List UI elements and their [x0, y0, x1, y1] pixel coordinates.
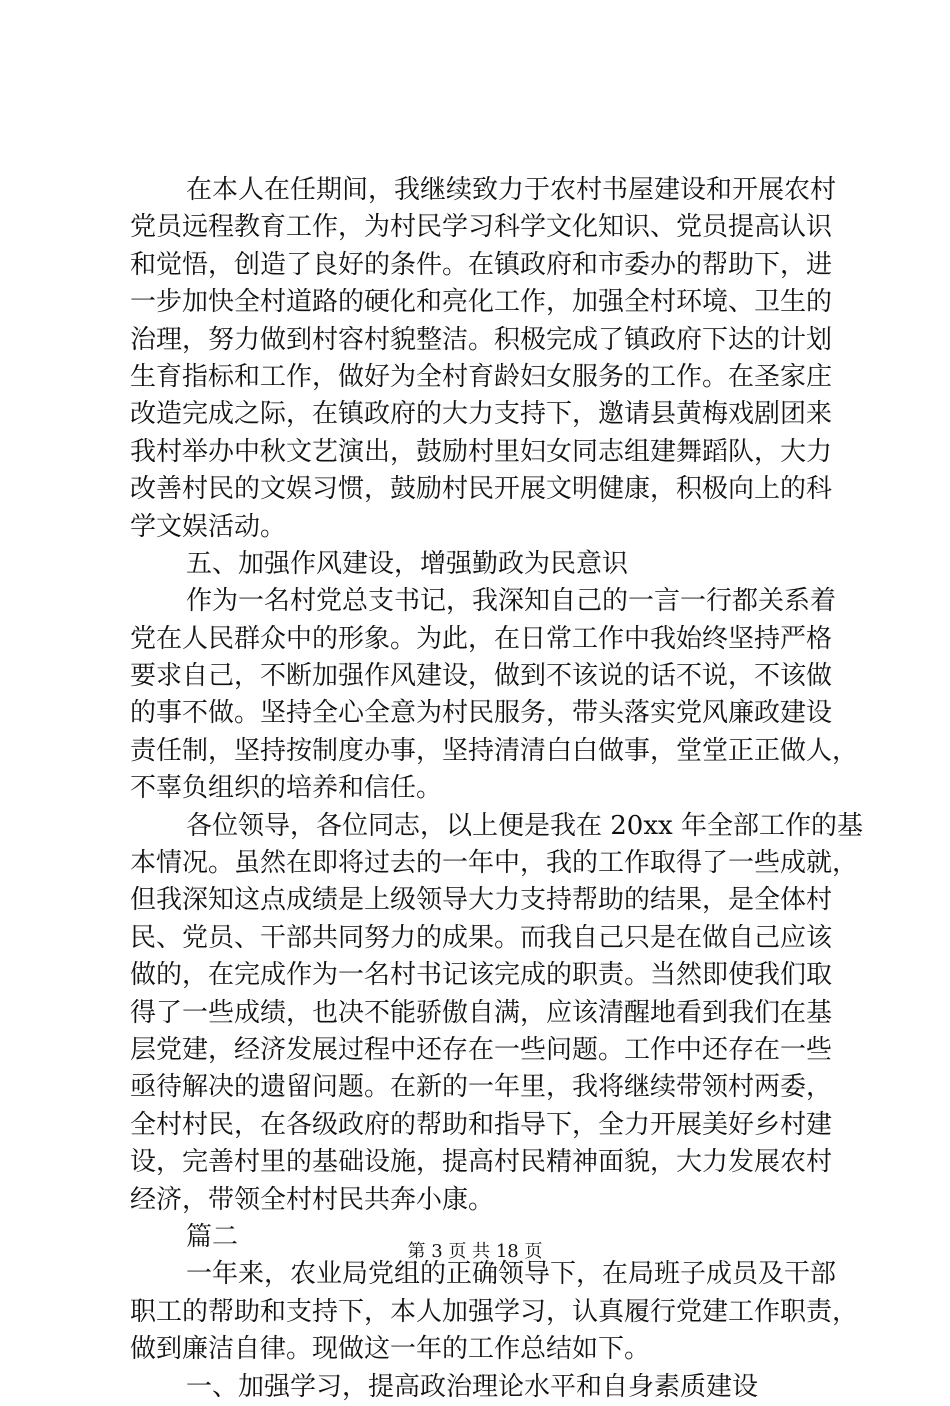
section-heading: 篇二 [186, 1221, 239, 1252]
paragraph-line: 亟待解决的遗留问题。在新的一年里，我将继续带领村两委， [130, 1072, 833, 1103]
paragraph-line: 生育指标和工作，做好为全村育龄妇女服务的工作。在圣家庄 [130, 361, 833, 392]
section-heading: 五、加强作风建设，增强勤政为民意识 [186, 548, 629, 579]
paragraph-line: 一年来，农业局党组的正确领导下，在局班子成员及干部 [186, 1259, 837, 1290]
paragraph-line: 在本人在任期间，我继续致力于农村书屋建设和开展农村 [186, 175, 837, 205]
paragraph-line: 全村村民，在各级政府的帮助和指导下，全力开展美好乡村建 [130, 1109, 833, 1140]
paragraph-line: 治理，努力做到村容村貌整洁。积极完成了镇政府下达的计划 [130, 324, 833, 355]
paragraph-line: 改善村民的文娱习惯，鼓励村民开展文明健康，积极向上的科 [130, 474, 833, 505]
paragraph-line: 改造完成之际，在镇政府的大力支持下，邀请县黄梅戏剧团来 [130, 399, 833, 430]
paragraph-line: 本情况。虽然在即将过去的一年中，我的工作取得了一些成就， [130, 848, 859, 879]
paragraph-line: 民、党员、干部共同努力的成果。而我自己只是在做自己应该 [130, 922, 833, 953]
paragraph-line: 作为一名村党总支书记，我深知自己的一言一行都关系着 [186, 586, 837, 617]
paragraph-line: 做的，在完成作为一名村书记该完成的职责。当然即使我们取 [130, 960, 833, 991]
section-heading: 一、加强学习，提高政治理论水平和自身素质建设 [186, 1371, 759, 1402]
document-body [130, 172, 863, 1406]
paragraph-line: 学文娱活动。 [130, 511, 287, 542]
paragraph-line: 我村举办中秋文艺演出，鼓励村里妇女同志组建舞蹈队，大力 [130, 436, 833, 467]
paragraph-line: 职工的帮助和支持下，本人加强学习，认真履行党建工作职责， [130, 1296, 859, 1327]
paragraph-line: 责任制，坚持按制度办事，坚持清清白白做事，堂堂正正做人， [130, 735, 859, 766]
paragraph-line: 层党建，经济发展过程中还存在一些问题。工作中还存在一些 [130, 1034, 833, 1065]
paragraph-line: 党员远程教育工作，为村民学习科学文化知识、党员提高认识 [130, 212, 833, 243]
paragraph-line: 设，完善村里的基础设施，提高村民精神面貌，大力发展农村 [130, 1147, 833, 1178]
paragraph-line: 做到廉洁自律。现做这一年的工作总结如下。 [130, 1334, 651, 1365]
paragraph-line: 和觉悟，创造了良好的条件。在镇政府和市委办的帮助下，进 [130, 249, 833, 280]
paragraph-line: 得了一些成绩，也决不能骄傲自满，应该清醒地看到我们在基 [130, 997, 833, 1028]
paragraph-line: 一步加快全村道路的硬化和亮化工作，加强全村环境、卫生的 [130, 287, 833, 318]
paragraph-line: 的事不做。坚持全心全意为村民服务，带头落实党风廉政建设 [130, 698, 833, 729]
paragraph-line: 各位领导，各位同志，以上便是我在 20xx 年全部工作的基 [186, 810, 863, 841]
paragraph-line: 但我深知这点成绩是上级领导大力支持帮助的结果，是全体村 [130, 885, 833, 916]
page-number-footer: 第 3 页 共 18 页 [407, 1241, 543, 1262]
paragraph-line: 要求自己，不断加强作风建设，做到不该说的话不说，不该做 [130, 661, 833, 692]
paragraph-line: 经济，带领全村村民共奔小康。 [130, 1184, 495, 1215]
paragraph-line: 党在人民群众中的形象。为此，在日常工作中我始终坚持严格 [130, 623, 833, 654]
paragraph-line: 不辜负组织的培养和信任。 [130, 773, 443, 804]
